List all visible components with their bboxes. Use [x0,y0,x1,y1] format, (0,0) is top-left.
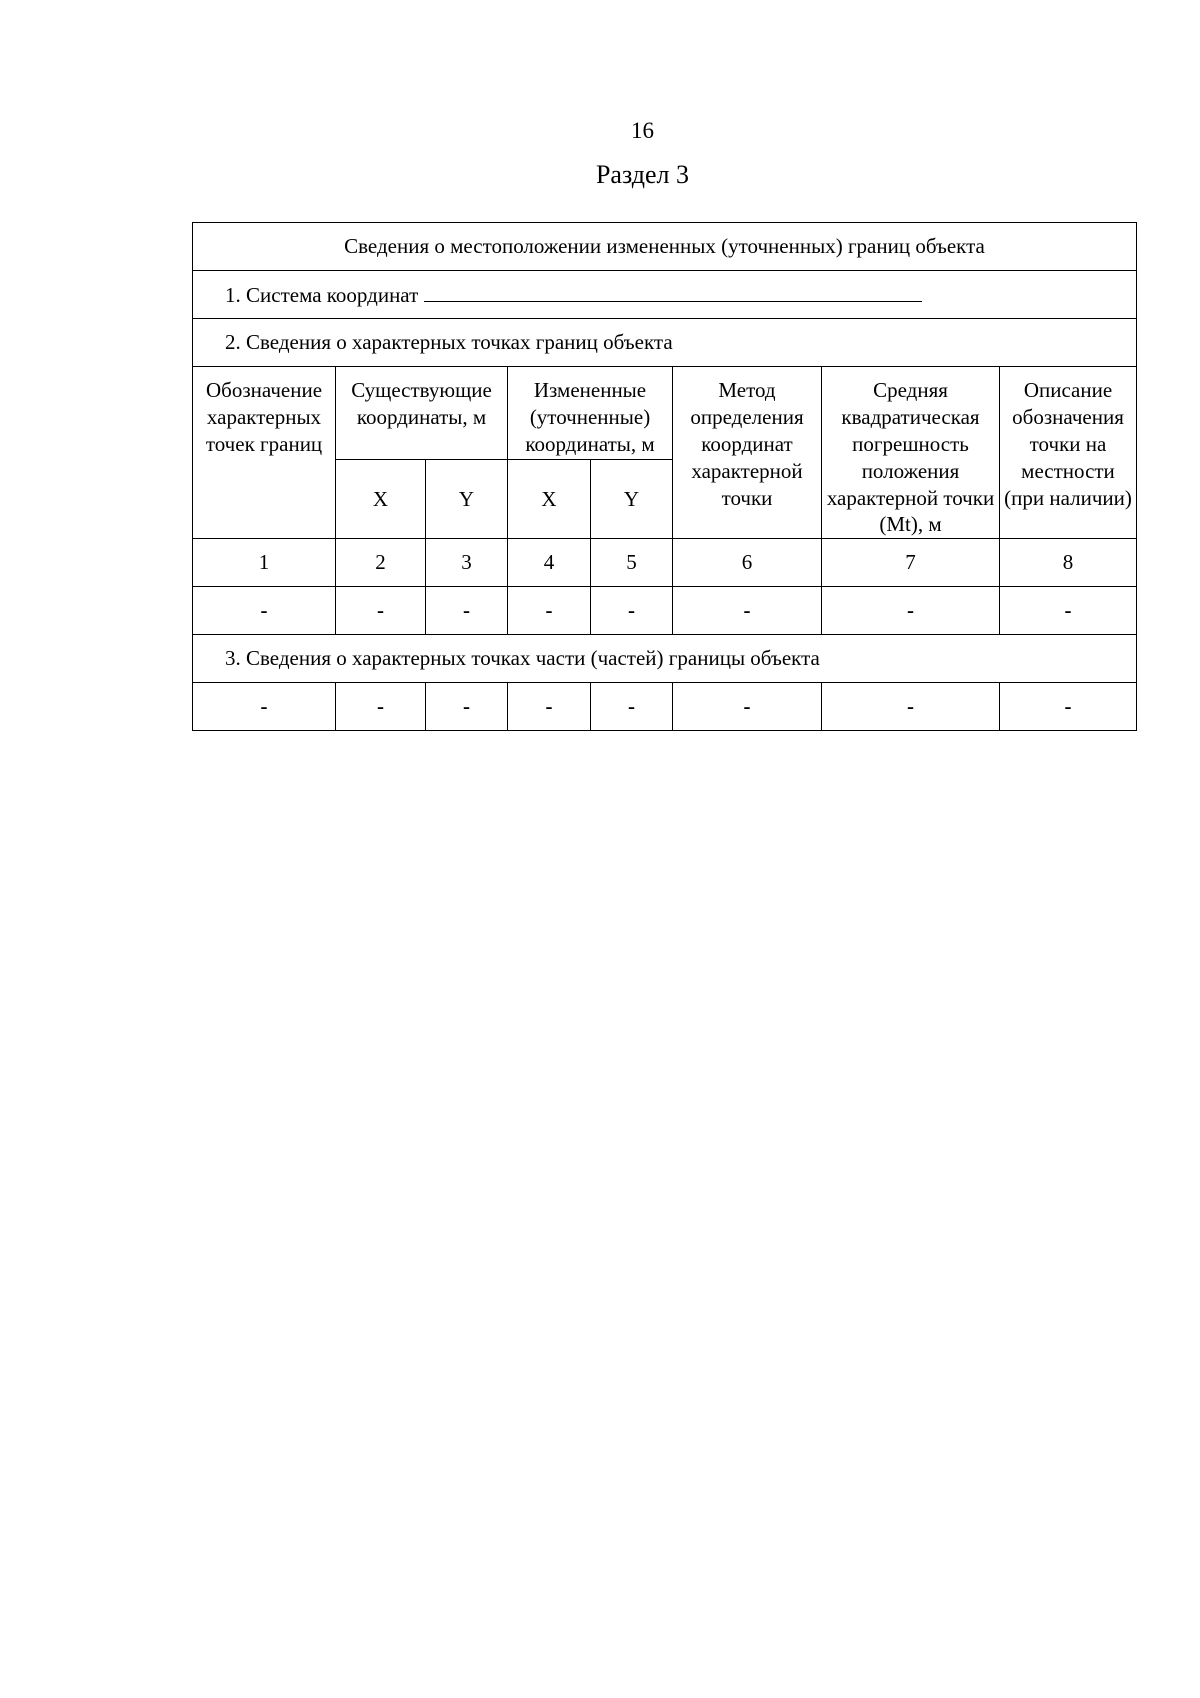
header-existing-y: Y [426,459,508,539]
header-existing-x: X [336,459,426,539]
table-title: Сведения о местоположении измененных (уточненных) границ объекта [193,223,1137,271]
coord-system-blank [424,281,922,302]
header-changed-y: Y [591,459,673,539]
column-number: 5 [591,539,673,587]
table-cell: - [426,683,508,731]
header-existing-coords: Существующие координаты, м [336,367,508,460]
column-number: 2 [336,539,426,587]
table-cell: - [193,683,336,731]
points-heading: 2. Сведения о характерных точках границ объекта [193,319,1137,367]
header-method: Метод определения координат характерной точки [673,367,822,539]
table-cell: - [591,683,673,731]
column-number: 4 [508,539,591,587]
column-numbers-row [193,539,1137,587]
table-cell: - [673,587,822,635]
column-number: 1 [193,539,336,587]
coord-system-label: 1. Система координат [225,282,419,307]
table-cell: - [508,683,591,731]
parts-data-row [193,683,1137,731]
page-number: 16 [631,118,654,143]
table-cell: - [426,587,508,635]
table-cell: - [673,683,822,731]
column-number: 7 [822,539,1000,587]
table-cell: - [591,587,673,635]
table-cell: - [193,587,336,635]
table-cell: - [822,587,1000,635]
table-cell: - [1000,587,1137,635]
parts-heading: 3. Сведения о характерных точках части (частей) границы объекта [193,635,1137,683]
table-cell: - [508,587,591,635]
header-point-designation: Обозначение характерных точек границ [193,367,336,539]
points-data-row [193,587,1137,635]
section-title: Раздел 3 [595,160,690,189]
table-cell: - [336,683,426,731]
boundary-table [192,222,1137,731]
table-cell: - [1000,683,1137,731]
column-number: 3 [426,539,508,587]
table-cell: - [822,683,1000,731]
table-cell: - [336,587,426,635]
header-changed-x: X [508,459,591,539]
header-changed-coords: Измененные (уточненные) координаты, м [508,367,673,460]
coord-system-row [193,271,1137,319]
column-number: 6 [673,539,822,587]
column-number: 8 [1000,539,1137,587]
header-description: Описание обозначения точки на местности (при наличии) [1000,367,1137,539]
header-mean-error: Средняя квадратическая погрешность положения характерной точки (Mt), м [822,367,1000,539]
